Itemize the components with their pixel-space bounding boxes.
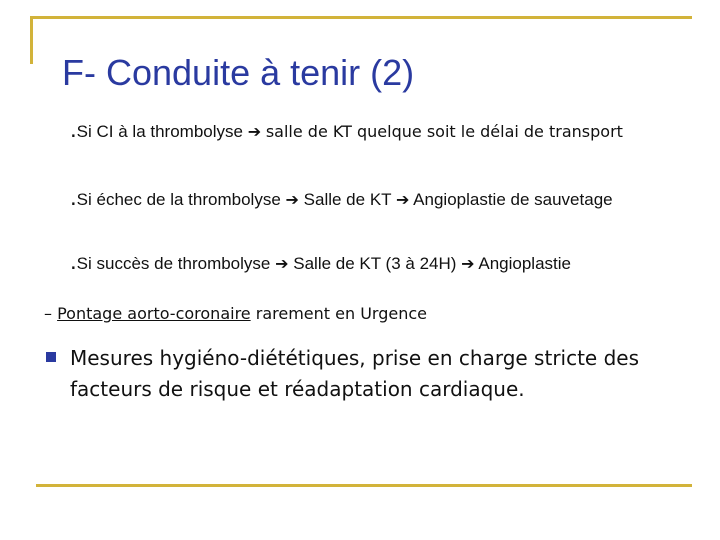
item-lead-dot: . [70, 248, 77, 275]
dash-marker: – [44, 304, 52, 323]
list-item-measures [46, 343, 686, 405]
item-text-part3: Angioplastie [478, 254, 571, 273]
list-item-bypass [44, 304, 427, 323]
bypass-rest-text: rarement en Urgence [255, 304, 427, 323]
arrow-right-icon: ➔ [461, 256, 475, 273]
bypass-underlined-text: Pontage aorto-coronaire [57, 304, 251, 323]
item-text-part2: Salle de KT [303, 190, 392, 209]
item-text-part2: salle de KT quelque soit le délai de transport [265, 122, 623, 141]
item-text-part1: Si CI à la thrombolyse [76, 122, 243, 141]
list-item-contraindication [70, 118, 690, 145]
item-lead-dot: . [70, 116, 77, 143]
arrow-right-icon: ➔ [395, 192, 410, 209]
item-text-part1: Si échec de la thrombolyse [76, 190, 281, 209]
top-decorative-line [30, 16, 692, 19]
list-item-success [70, 250, 710, 277]
bottom-decorative-line [36, 484, 692, 487]
left-decorative-line [30, 16, 33, 64]
list-item-failure [70, 186, 690, 213]
arrow-right-icon: ➔ [247, 124, 262, 141]
square-bullet-icon [46, 352, 56, 362]
item-text-part2: Salle de KT (3 à 24H) [293, 254, 457, 273]
item-text-part3: Angioplastie de sauvetage [413, 190, 613, 209]
arrow-right-icon: ➔ [285, 192, 299, 209]
item-text-part1: Si succès de thrombolyse [76, 254, 271, 273]
slide-title: F- Conduite à tenir (2) [62, 52, 415, 93]
item-lead-dot: . [70, 184, 77, 211]
arrow-right-icon: ➔ [275, 256, 289, 273]
measures-text: Mesures hygiéno-diététiques, prise en charge stricte des facteurs de risque et réadaptation cardiaque. [70, 346, 640, 401]
